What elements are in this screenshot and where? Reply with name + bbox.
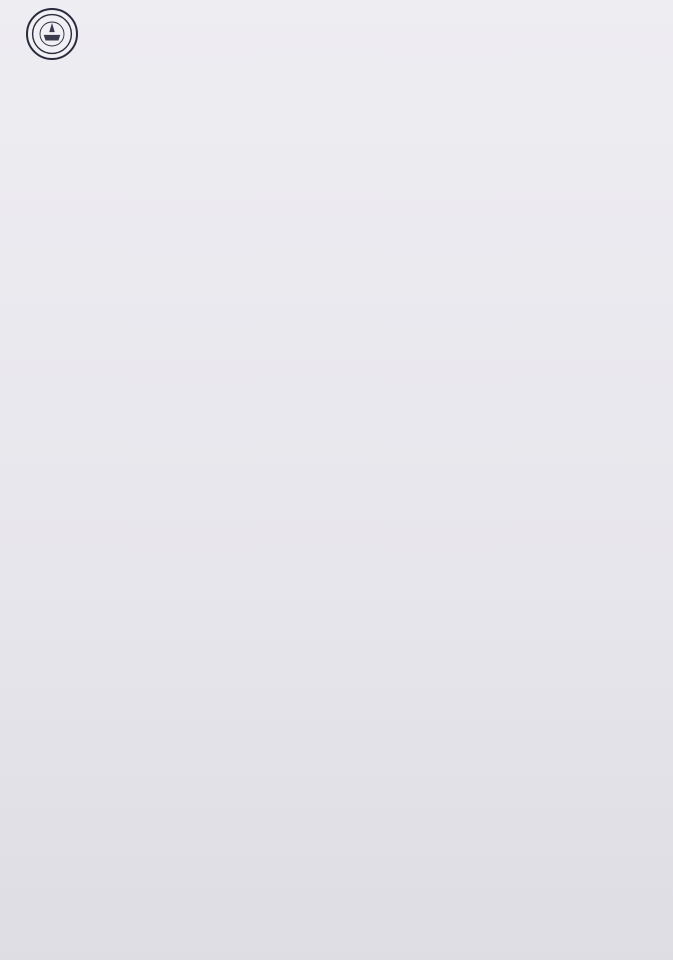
page-header (0, 0, 673, 62)
university-seal-icon (26, 8, 78, 60)
